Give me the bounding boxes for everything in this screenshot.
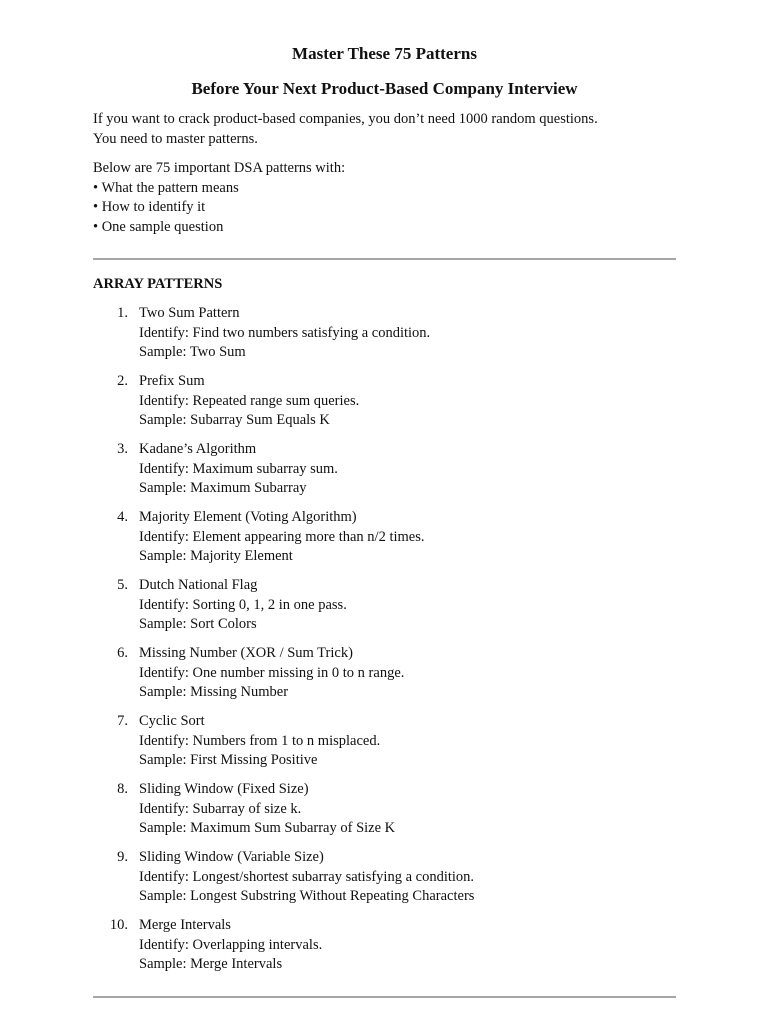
pattern-name: Merge Intervals bbox=[139, 917, 231, 933]
bullet-item: • What the pattern means bbox=[93, 179, 239, 196]
pattern-name: Two Sum Pattern bbox=[139, 305, 240, 321]
pattern-name: Cyclic Sort bbox=[139, 713, 205, 729]
pattern-name: Majority Element (Voting Algorithm) bbox=[139, 509, 357, 525]
pattern-item bbox=[93, 712, 676, 780]
pattern-sample: Sample: Majority Element bbox=[139, 548, 293, 564]
pattern-item bbox=[93, 372, 676, 440]
pattern-name: Kadane’s Algorithm bbox=[139, 441, 257, 457]
pattern-sample: Sample: Maximum Subarray bbox=[139, 480, 307, 496]
pattern-body bbox=[139, 440, 676, 499]
pattern-number: 4. bbox=[117, 509, 128, 525]
pattern-identify: Identify: One number missing in 0 to n range. bbox=[139, 664, 405, 681]
pattern-number: 2. bbox=[117, 373, 128, 389]
pattern-name: Missing Number (XOR / Sum Trick) bbox=[139, 645, 353, 661]
horizontal-divider bbox=[93, 996, 676, 998]
pattern-name: Prefix Sum bbox=[139, 373, 205, 389]
pattern-item bbox=[93, 644, 676, 712]
pattern-name: Dutch National Flag bbox=[139, 577, 258, 593]
pattern-identify: Identify: Numbers from 1 to n misplaced. bbox=[139, 732, 381, 749]
pattern-identify: Identify: Subarray of size k. bbox=[139, 800, 302, 817]
page-subtitle: Before Your Next Product-Based Company Interview bbox=[191, 79, 578, 98]
pattern-body bbox=[139, 712, 676, 771]
pattern-number: 7. bbox=[117, 713, 128, 729]
pattern-sample: Sample: First Missing Positive bbox=[139, 752, 318, 768]
pattern-sample: Sample: Subarray Sum Equals K bbox=[139, 412, 330, 428]
pattern-item bbox=[93, 304, 676, 372]
pattern-body bbox=[139, 508, 676, 567]
pattern-identify: Identify: Repeated range sum queries. bbox=[139, 392, 360, 409]
pattern-identify: Identify: Longest/shortest subarray satisfying a condition. bbox=[139, 868, 475, 885]
horizontal-divider bbox=[93, 258, 676, 260]
pattern-list bbox=[93, 304, 676, 984]
intro-block bbox=[93, 110, 676, 237]
pattern-sample: Sample: Maximum Sum Subarray of Size K bbox=[139, 820, 396, 836]
pattern-identify: Identify: Element appearing more than n/2 times. bbox=[139, 528, 425, 545]
paragraph-gap bbox=[93, 149, 676, 159]
pattern-body bbox=[139, 372, 676, 431]
pattern-item bbox=[93, 508, 676, 576]
pattern-body bbox=[139, 304, 676, 363]
section-heading: ARRAY PATTERNS bbox=[93, 276, 223, 292]
pattern-sample: Sample: Merge Intervals bbox=[139, 956, 283, 972]
pattern-number: 3. bbox=[117, 441, 128, 457]
pattern-item bbox=[93, 916, 676, 984]
pattern-sample: Sample: Sort Colors bbox=[139, 616, 257, 632]
pattern-identify: Identify: Sorting 0, 1, 2 in one pass. bbox=[139, 596, 347, 613]
intro-line: You need to master patterns. bbox=[93, 130, 258, 147]
pattern-name: Sliding Window (Variable Size) bbox=[139, 849, 324, 865]
page-title: Master These 75 Patterns bbox=[292, 44, 477, 63]
pattern-sample: Sample: Two Sum bbox=[139, 344, 246, 360]
pattern-identify: Identify: Overlapping intervals. bbox=[139, 936, 323, 953]
pattern-name: Sliding Window (Fixed Size) bbox=[139, 781, 309, 797]
intro-line: If you want to crack product-based companies, you don’t need 1000 random questions. bbox=[93, 111, 598, 127]
pattern-number: 8. bbox=[117, 781, 128, 797]
pattern-body bbox=[139, 644, 676, 703]
pattern-sample: Sample: Longest Substring Without Repeating Characters bbox=[139, 888, 475, 904]
pattern-body bbox=[139, 780, 676, 839]
pattern-item bbox=[93, 576, 676, 644]
pattern-number: 10. bbox=[109, 917, 128, 933]
pattern-number: 6. bbox=[117, 645, 128, 661]
pattern-item bbox=[93, 848, 676, 916]
bullet-item: • One sample question bbox=[93, 218, 224, 235]
bullet-item: • How to identify it bbox=[93, 199, 206, 215]
pattern-sample: Sample: Missing Number bbox=[139, 684, 289, 700]
pattern-item bbox=[93, 440, 676, 508]
pattern-identify: Identify: Find two numbers satisfying a condition. bbox=[139, 324, 431, 341]
pattern-identify: Identify: Maximum subarray sum. bbox=[139, 460, 338, 477]
pattern-body bbox=[139, 916, 676, 975]
pattern-body bbox=[139, 848, 676, 907]
pattern-number: 1. bbox=[117, 305, 128, 321]
intro-lead: Below are 75 important DSA patterns with: bbox=[93, 160, 346, 176]
pattern-item bbox=[93, 780, 676, 848]
pattern-number: 5. bbox=[117, 577, 128, 593]
pattern-number: 9. bbox=[117, 849, 128, 865]
pattern-body bbox=[139, 576, 676, 635]
